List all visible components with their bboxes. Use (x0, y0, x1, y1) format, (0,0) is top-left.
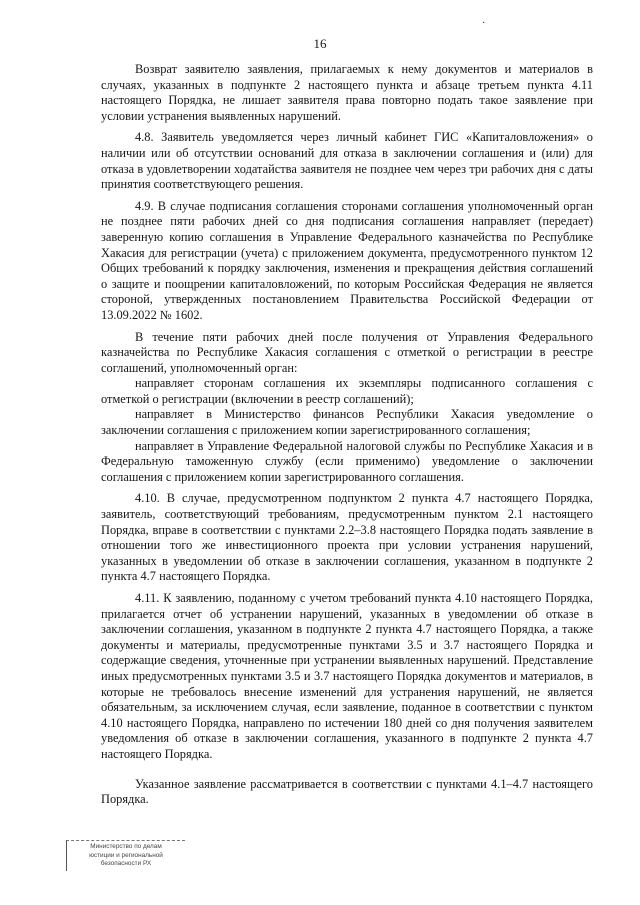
stamp-line: Министерство по делам (90, 843, 162, 850)
paragraph-send-tax: направляет в Управление Федеральной налоговой службы по Республике Хакасия и в Федеральную таможенную службу (если применимо) уведомление о заключении соглашения с приложением копии зарегистрированного соглашения. (101, 438, 593, 484)
ministry-stamp (66, 840, 185, 871)
paragraph-4-9: 4.9. В случае подписания соглашения сторонами соглашения уполномоченный орган не позднее пяти рабочих дней со дня подписания соглашения направляет (передает) заверенную копию соглашения в Управление Федерального казначейства по Республике Хакасия для регистрации (учета) с приложением документа, предусмотренного пунктом 12 Общих требований к порядку заключения, изменения и прекращения действия соглашений о защите и поощрении капиталовложений, по которым Российская Федерация не является стороной, утвержденных постановлением Правительства Российской Федерации от 13.09.2022 № 1602. (101, 198, 593, 322)
page-number: 16 (313, 36, 327, 51)
paragraph-consideration: Указанное заявление рассматривается в соответствии с пунктами 4.1–4.7 настоящего Порядка. (101, 776, 593, 807)
paragraph-registration: В течение пяти рабочих дней после получения от Управления Федерального казначейства по Республике Хакасия соглашения с отметкой о регистрации в реестре соглашений, уполномоченный орган: (101, 329, 593, 375)
paragraph-send-minfin: направляет в Министерство финансов Республики Хакасия уведомление о заключении соглашения с приложением копии зарегистрированного соглашения; (101, 407, 593, 438)
paragraph-4-10: 4.10. В случае, предусмотренном подпунктом 2 пункта 4.7 настоящего Порядка, заявитель, соответствующий требованиям, предусмотренным пунктом 2.1 настоящего Порядка, вправе в соответствии с пунктами 2.2–3.8 настоящего Порядка подать заявление в отношении того же инвестиционного проекта при условии устранения нарушений, указанных в уведомлении об отказе в заключении соглашения, указанном в подпункте 2 пункта 4.7 настоящего Порядка. (101, 491, 593, 584)
paragraph-4-11: 4.11. К заявлению, поданному с учетом требований пункта 4.10 настоящего Порядка, прилагается отчет об устранении нарушений, указанных в уведомлении об отказе в заключении соглашения, указанном в подпункте 2 пункта 4.7 настоящего Порядка, а также документы и материалы, предусмотренные пунктами 3.5 и 3.7 настоящего Порядка и содержащие сведения, уточненные при устранении выявленных нарушений. Представление иных предусмотренных пунктами 3.5 и 3.7 настоящего Порядка документов и материалов, в которые не требовалось внесение изменений для устранения нарушений, не является обязательным, за исключением случая, если заявление, поданное в соответствии с пунктом 4.10 настоящего Порядка, направлено по истечении 180 дней со дня получения заявителем уведомления об отказе в заключении соглашения, указанного в подпункте 2 пункта 4.7 настоящего Порядка. (101, 591, 593, 761)
paragraph-return-notice: Возврат заявителю заявления, прилагаемых к нему документов и материалов в случаях, указанных в подпункте 2 настоящего пункта и абзаце третьем пункта 4.11 настоящего Порядка, не лишает заявителя права повторно подать такое заявление при условии устранения выявленных нарушений. (101, 62, 593, 123)
paragraph-send-parties: направляет сторонам соглашения их экземпляры подписанного соглашения с отметкой о регистрации (включении в реестр соглашений); (101, 376, 593, 406)
stamp-line: юстиции и региональной (89, 851, 163, 859)
stamp-line: безопасности РХ (100, 860, 152, 868)
document-body (101, 62, 593, 808)
paragraph-4-8: 4.8. Заявитель уведомляется через личный кабинет ГИС «Капиталовложения» о наличии или об отсутствии оснований для отказа в заключении соглашения и (или) для отказа в удовлетворении ходатайства заявителя не позднее чем через три рабочих дня с даты принятия соответствующего решения. (101, 130, 593, 192)
stray-mark: · (482, 18, 486, 29)
